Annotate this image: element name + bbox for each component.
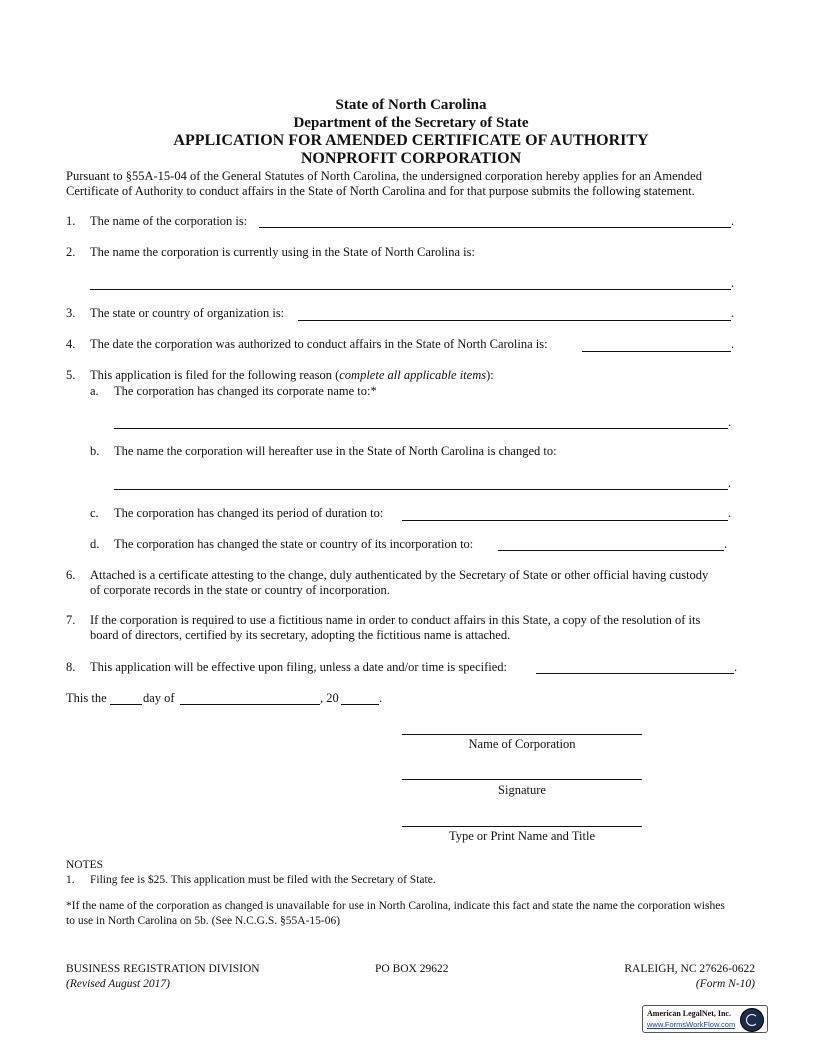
corporation-name-signature-line[interactable] <box>402 734 642 735</box>
state-of-incorporation-field[interactable] <box>498 550 724 551</box>
footer-city: RALEIGH, NC 27626-0622 <box>624 963 755 975</box>
print-name-title-label: Type or Print Name and Title <box>449 829 595 843</box>
american-legalnet-logo[interactable] <box>642 1005 768 1033</box>
intro-line-2: Certificate of Authority to conduct affairs in the State of North Carolina and for that purpose submits the following statement. <box>66 184 695 198</box>
item-5b-letter: b. <box>90 444 100 458</box>
year-field[interactable] <box>341 704 379 705</box>
item-4-period: . <box>731 337 735 351</box>
hereafter-name-field[interactable] <box>114 489 728 490</box>
item-7-line-1: If the corporation is required to use a fictitious name in order to conduct affairs in this State, a copy of the resolution of its <box>90 613 701 627</box>
date-line-period: . <box>379 691 383 705</box>
item-7-number: 7. <box>66 613 76 627</box>
item-5a-label: The corporation has changed its corporate name to:* <box>114 384 377 398</box>
item-5-number: 5. <box>66 368 76 382</box>
item-1-period: . <box>731 214 735 228</box>
effective-date-field[interactable] <box>536 673 734 674</box>
name-of-corporation-label: Name of Corporation <box>468 737 576 751</box>
item-5c-letter: c. <box>90 506 99 520</box>
item-8-number: 8. <box>66 660 76 674</box>
item-5b-period: . <box>728 476 732 490</box>
item-8-label: This application will be effective upon filing, unless a date and/or time is specified: <box>90 660 508 674</box>
item-3-number: 3. <box>66 306 76 320</box>
department-heading: Department of the Secretary of State <box>293 115 529 131</box>
day-of-label: day of <box>143 691 175 705</box>
corporation-name-field[interactable] <box>259 227 731 228</box>
item-3-period: . <box>731 306 735 320</box>
item-6-line-2: of corporate records in the state or country of incorporation. <box>90 583 390 597</box>
signature-label: Signature <box>498 783 546 797</box>
year-prefix-label: , 20 <box>320 691 339 705</box>
page-title: APPLICATION FOR AMENDED CERTIFICATE OF AUTHORITY <box>173 132 649 149</box>
logo-url-link[interactable]: www.FormsWorkFlow.com <box>647 1020 736 1029</box>
item-6-line-1: Attached is a certificate attesting to the change, duly authenticated by the Secretary of State or other official having custody <box>90 568 709 582</box>
print-name-title-line[interactable] <box>402 826 642 827</box>
state-heading: State of North Carolina <box>335 97 487 113</box>
signature-line[interactable] <box>402 779 642 780</box>
authorization-date-field[interactable] <box>582 351 731 352</box>
item-8-period: . <box>734 660 738 674</box>
item-6-number: 6. <box>66 568 76 582</box>
item-1-label: The name of the corporation is: <box>90 214 248 228</box>
footer-pobox: PO BOX 29622 <box>375 963 449 975</box>
note-1-text: Filing fee is $25. This application must be filed with the Secretary of State. <box>90 874 436 886</box>
item-5d-label: The corporation has changed the state or country of its incorporation to: <box>114 537 474 551</box>
month-field[interactable] <box>180 704 320 705</box>
day-field[interactable] <box>110 704 142 705</box>
item-1-number: 1. <box>66 214 76 228</box>
footnote-line-2: to use in North Carolina on 5b. (See N.C.G.S. §55A-15-06) <box>66 915 341 927</box>
item-2-number: 2. <box>66 245 76 259</box>
item-7-line-2: board of directors, certified by its secretary, adopting the fictitious name is attached. <box>90 628 511 642</box>
intro-line-1: Pursuant to §55A-15-04 of the General Statutes of North Carolina, the undersigned corporation hereby applies for an Amended <box>66 169 702 183</box>
item-5-label: This application is filed for the following reason (complete all applicable items): <box>90 368 494 382</box>
item-5d-letter: d. <box>90 537 100 551</box>
this-the-label: This the <box>66 691 107 705</box>
period-of-duration-field[interactable] <box>402 520 728 521</box>
current-name-field[interactable] <box>90 289 731 290</box>
item-5b-label: The name the corporation will hereafter use in the State of North Carolina is changed to: <box>114 444 557 458</box>
page-subtitle: NONPROFIT CORPORATION <box>300 150 522 167</box>
item-5a-letter: a. <box>90 384 99 398</box>
item-2-period: . <box>731 276 735 290</box>
item-4-label: The date the corporation was authorized to conduct affairs in the State of North Carolina is: <box>90 337 548 351</box>
state-of-organization-field[interactable] <box>298 320 731 321</box>
footer-form-number: (Form N-10) <box>695 978 755 990</box>
note-1-number: 1. <box>66 874 75 886</box>
item-2-label: The name the corporation is currently using in the State of North Carolina is: <box>90 245 475 259</box>
item-3-label: The state or country of organization is: <box>90 306 285 320</box>
item-5a-period: . <box>728 415 732 429</box>
logo-company-name: American LegalNet, Inc. <box>647 1009 731 1018</box>
item-5d-period: . <box>724 537 728 551</box>
notes-heading: NOTES <box>66 859 104 871</box>
footnote-line-1: *If the name of the corporation as changed is unavailable for use in North Carolina, indicate this fact and state the name the corporation wishes <box>66 900 725 912</box>
item-4-number: 4. <box>66 337 76 351</box>
footer-division: BUSINESS REGISTRATION DIVISION <box>66 963 260 975</box>
footer-revised: (Revised August 2017) <box>66 978 170 990</box>
changed-name-field[interactable] <box>114 428 728 429</box>
item-5c-period: . <box>728 506 732 520</box>
logo-seal-icon <box>740 1008 764 1032</box>
item-5c-label: The corporation has changed its period of duration to: <box>114 506 384 520</box>
